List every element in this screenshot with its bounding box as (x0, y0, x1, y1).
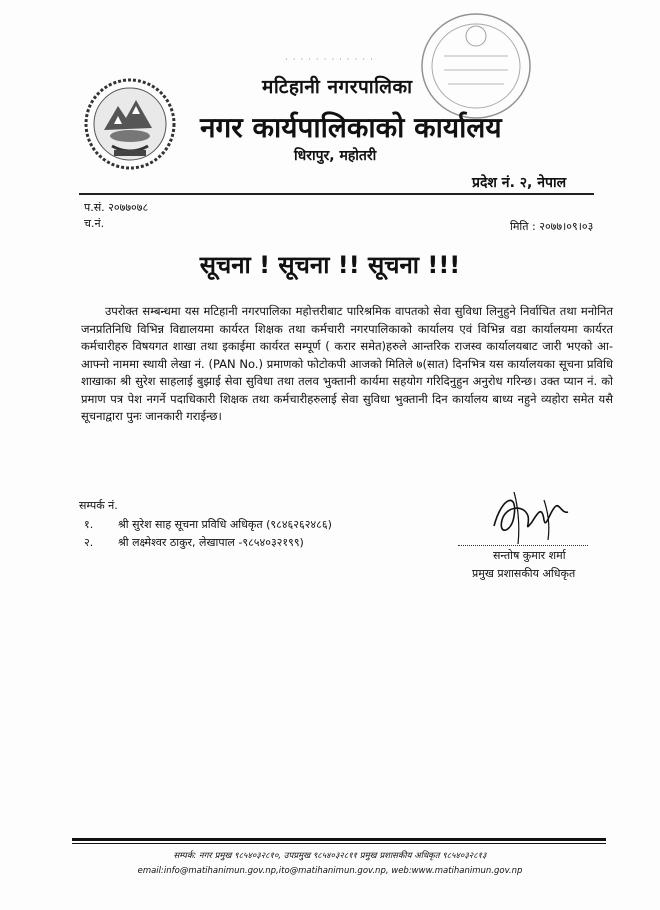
footer-phones: सम्पर्क: नगर प्रमुख ९८५४०३२८१०, उपप्रमुख ९८५४०३२८११ प्रमुख प्रशासकीय अधिकृत ९८५४०३२८१३ (173, 851, 487, 861)
contact-title: सम्पर्क नं. (79, 499, 118, 512)
notice-heading: सूचना ! सूचना !! सूचना !!! (199, 251, 461, 279)
signature-line (458, 545, 588, 546)
reference-number: प.सं. २०७७०७८ (84, 201, 149, 214)
footer-emails: email:info@matihanimun.gov.np,ito@matihanimun.gov.np, web:www.matihanimun.gov.np (137, 866, 523, 876)
signature-icon (484, 486, 574, 548)
header-divider (79, 193, 594, 195)
footer-divider (72, 838, 606, 841)
contact-item (84, 517, 332, 532)
nepal-emblem-icon (84, 78, 176, 170)
faint-header-marks: · · · · · · · · · · · · (285, 55, 374, 65)
letter-date: मिति : २०७७।०९।०३ (510, 220, 594, 233)
municipality-name: मटिहानी नगरपालिका (262, 76, 413, 98)
signer-title: प्रमुख प्रशासकीय अधिकृत (472, 567, 576, 580)
office-stamp-icon (418, 10, 534, 122)
contact-text: श्री लक्ष्मेश्वर ठाकुर, लेखापाल -९८५४०३२१९९) (118, 536, 304, 549)
office-name: नगर कार्यपालिकाको कार्यालय (200, 111, 502, 144)
contact-number: १. (84, 518, 94, 531)
reference-block (84, 200, 148, 232)
signer-name: सन्तोष कुमार शर्मा (493, 549, 566, 562)
office-address: धिरापुर, महोतरी (294, 148, 377, 164)
footer-divider-thin (72, 843, 606, 844)
contact-number: २. (84, 536, 94, 549)
contact-text: श्री सुरेश साह सूचना प्रविधि अधिकृत (९८४६२६२४८६) (118, 518, 332, 531)
province-label: प्रदेश नं. २, नेपाल (472, 175, 567, 191)
notice-body: उपरोक्त सम्बन्धमा यस मटिहानी नगरपालिका महोत्तरीबाट पारिश्रमिक वापतको सेवा सुविधा लिनुहुने निर्वाचित तथा मनोनित जनप्रतिनिधि विभिन्न विद्यालयमा कार्यरत शिक्षक तथा कर्मचारी नगरपालिकाको कार्यालय एवं विभिन्न वडा कार्यालयमा कार्यरत कर्मचारीहरु विषयगत शाखा तथा इकाईमा कार्यरत सम्पूर्ण ( करार समेत)हरुले आन्तरिक राजस्व कार्यालयबाट जारी भएको आ-आफ्नो नाममा स्थायी लेखा नं. (PAN No.) प्रमाणको फोटोकपी आजको मितिले ७(सात) दिनभित्र यस कार्यालयका सूचना प्रविधि शाखाका श्री सुरेश साहलाई बुझाई सेवा सुविधा तथा तलव भुक्तानी कार्यमा सहयोग गरिदिनुहुन अनुरोध गरिन्छ। उक्त प्यान नं. को प्रमाण पत्र पेश नगर्ने पदाधिकारी शिक्षक तथा कर्मचारीहरुलाई सेवा सुविधा भुक्तानी दिन कार्यालय बाध्य नहुने व्यहोरा समेत यसै सूचनाद्वारा पुनः जानकारी गराईन्छ। (81, 304, 613, 423)
dispatch-number: च.नं. (84, 217, 105, 230)
contact-item (84, 535, 304, 550)
